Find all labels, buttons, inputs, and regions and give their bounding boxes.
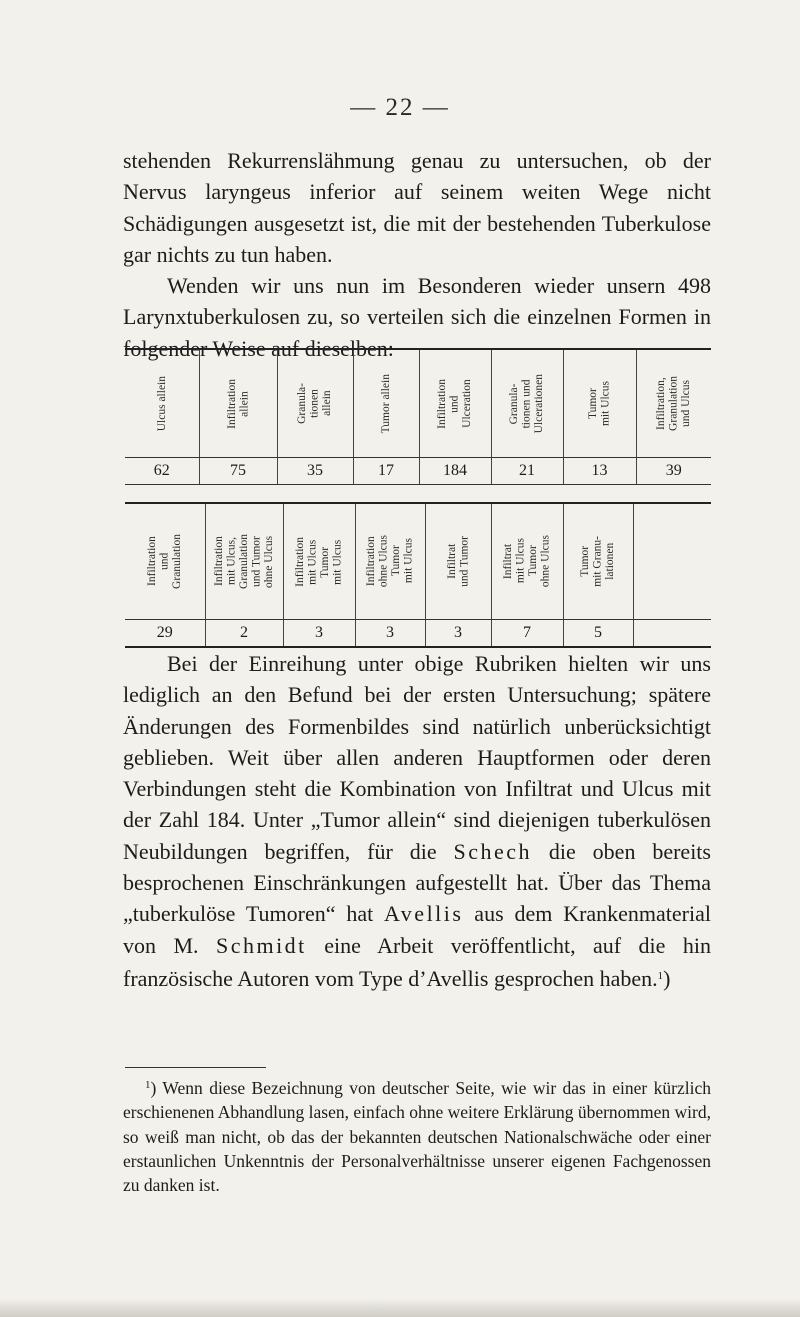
forms-table-part1 xyxy=(125,348,711,485)
header-cell: Infiltration allein xyxy=(199,349,277,458)
page-number: — 22 — xyxy=(350,94,450,121)
value-cell: 5 xyxy=(563,620,633,648)
author-name-avellis: Avellis xyxy=(384,901,464,927)
header-cell: Infiltrat mit Ulcus Tumor ohne Ulcus xyxy=(491,503,563,620)
footnote-marker: 1 xyxy=(145,1079,151,1091)
discussion-text-e: ) xyxy=(663,965,671,991)
value-cell: 17 xyxy=(353,458,419,485)
footnote xyxy=(123,1073,711,1197)
header-cell: Infiltrat und Tumor xyxy=(425,503,491,620)
value-cell: 7 xyxy=(491,620,563,648)
header-cell: Tumor mit Ulcus xyxy=(563,349,636,458)
discussion-text-b: die oben bereits besprochenen Einschränkungen aufgestellt hat. Über das Thema „tuberkulöse Tumoren“ hat xyxy=(123,838,711,927)
header-cell: Tumor allein xyxy=(353,349,419,458)
header-cell: Infiltration mit Ulcus, Granulation und Tumor ohne Ulcus xyxy=(205,503,283,620)
table-header-row xyxy=(125,503,711,620)
header-cell: Ulcus allein xyxy=(125,349,199,458)
discussion-text-a: Bei der Einreihung unter obige Rubriken hielten wir uns lediglich an den Befund bei der ersten Untersuchung; spätere Änderungen des Formenbildes sind natürlich unberücksichtigt geblieben. Weit über allen anderen Hauptformen oder deren Verbindungen steht die Kombination von Infiltrat und Ulcus mit der Zahl 184. Unter „Tumor allein“ sind diejenigen tuberkulösen Neubildungen begriffen, für die xyxy=(123,651,711,864)
value-cell: 39 xyxy=(636,458,711,485)
intro-text-1: stehenden Rekurrenslähmung genau zu untersuchen, ob der Nervus laryngeus inferior auf seinem weiten Wege nicht Schädigungen ausgesetzt ist, die mit der bestehenden Tuberkulose gar nichts zu tun haben. xyxy=(123,148,711,267)
header-cell: Tumor mit Granu- lationen xyxy=(563,503,633,620)
value-cell: 3 xyxy=(355,620,425,648)
value-cell: 35 xyxy=(277,458,353,485)
value-cell: 3 xyxy=(283,620,355,648)
author-name-schmidt: Schmidt xyxy=(215,932,307,958)
discussion-paragraph xyxy=(123,648,711,994)
header-cell: Granula- tionen und Ulcerationen xyxy=(491,349,563,458)
intro-text-2: Wenden wir uns nun im Besonderen wieder unsern 498 Larynxtuberkulosen zu, so verteilen sich die einzelnen Formen in folgender Weise auf dieselben: xyxy=(123,273,711,361)
header-cell: Infiltration und Granulation xyxy=(125,503,205,620)
footnote-text: ) Wenn diese Bezeichnung von deutscher Seite, wie wir das in einer kürzlich erschienenen Abhandlung lasen, einfach ohne weitere Erklärung übernommen wird, so weiß man nicht, ob das der bekannten deutschen Nationalschwäche oder einer erstaunlichen Unkenntnis der Personalverhältnisse unserer eigenen Fachgenossen zu danken ist. xyxy=(123,1078,711,1196)
value-cell: 184 xyxy=(419,458,491,485)
value-cell: 2 xyxy=(205,620,283,648)
header-cell: Infiltration mit Ulcus Tumor mit Ulcus xyxy=(283,503,355,620)
value-cell: 13 xyxy=(563,458,636,485)
header-cell-empty xyxy=(633,503,711,620)
value-cell: 21 xyxy=(491,458,563,485)
footnote-reference[interactable]: 1 xyxy=(657,969,664,982)
table-value-row xyxy=(125,458,711,485)
table-value-row xyxy=(125,620,711,648)
header-cell: Infiltration, Granulation und Ulcus xyxy=(636,349,711,458)
header-cell: Granula- tionen allein xyxy=(277,349,353,458)
value-cell: 75 xyxy=(199,458,277,485)
forms-table-part2 xyxy=(125,502,711,648)
header-cell: Infiltration und Ulceration xyxy=(419,349,491,458)
discussion-text-c: aus dem Krankenmaterial von M. xyxy=(123,901,712,958)
page-edge-shadow xyxy=(0,1298,800,1317)
value-cell: 62 xyxy=(125,458,199,485)
header-cell: Infiltration ohne Ulcus Tumor mit Ulcus xyxy=(355,503,425,620)
value-cell: 29 xyxy=(156,624,173,641)
author-name-schech: Schech xyxy=(453,838,533,864)
table-header-row xyxy=(125,349,711,458)
intro-paragraph xyxy=(123,145,711,364)
footnote-divider xyxy=(125,1067,266,1068)
discussion-text-d: eine Arbeit veröffentlicht, auf die hin französische Autoren vom Type d’Avellis gesprochen haben. xyxy=(123,932,711,991)
value-cell-empty xyxy=(633,620,711,648)
value-cell: 3 xyxy=(425,620,491,648)
